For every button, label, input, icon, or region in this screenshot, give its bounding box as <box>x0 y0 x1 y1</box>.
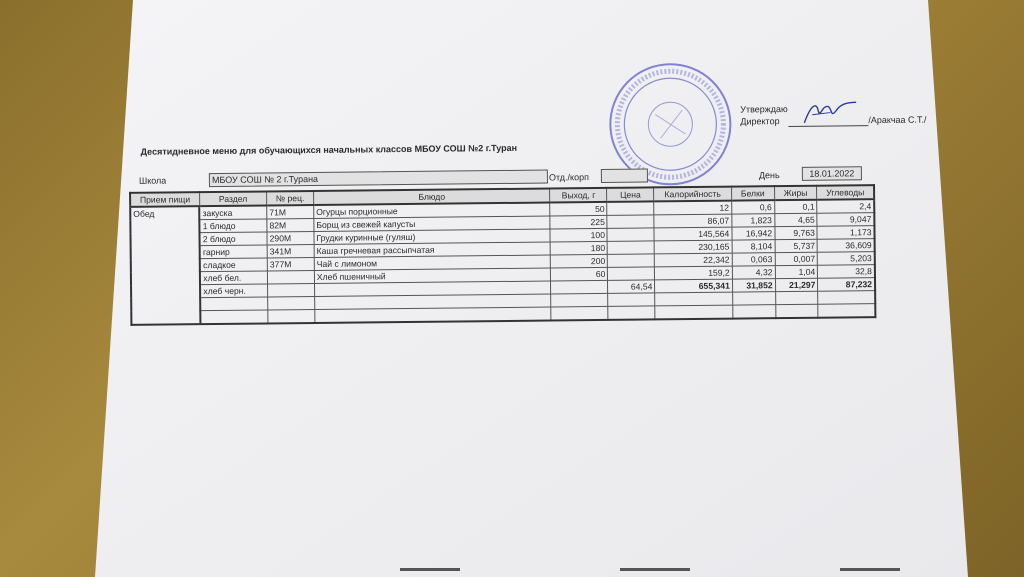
kcal-cell: 159,2 <box>655 266 733 280</box>
carbs-cell: 32,8 <box>818 265 875 279</box>
menu-table <box>129 184 876 326</box>
director-name: /Аракчаа С.Т./ <box>868 114 927 126</box>
protein-cell: 8,104 <box>732 240 775 253</box>
section-cell: хлеб бел. <box>200 271 267 285</box>
total-protein: 31,852 <box>732 279 775 292</box>
price-cell <box>607 228 654 241</box>
recipe-cell <box>268 283 315 296</box>
approval-position: Директор <box>740 116 780 127</box>
total-carbs: 87,232 <box>818 278 875 292</box>
protein-cell: 1,823 <box>732 214 775 227</box>
recipe-cell: 82М <box>267 218 314 231</box>
carbs-cell: 1,173 <box>817 226 874 240</box>
kcal-cell: 145,564 <box>654 227 732 241</box>
day-value: 18.01.2022 <box>802 166 862 181</box>
fat-cell: 0,1 <box>774 200 817 214</box>
output-cell: 60 <box>551 267 608 281</box>
section-cell: гарнир <box>200 245 267 259</box>
output-cell: 50 <box>550 202 607 216</box>
output-cell: 225 <box>550 215 607 229</box>
carbs-cell: 9,047 <box>817 213 874 227</box>
dept-label: Отд./корп <box>548 172 589 183</box>
output-cell: 200 <box>551 254 608 268</box>
carbs-cell: 36,609 <box>817 239 874 253</box>
fat-cell: 9,763 <box>775 226 818 239</box>
fat-cell: 5,737 <box>775 239 818 252</box>
recipe-cell: 290М <box>267 231 314 244</box>
signature <box>800 96 860 129</box>
approval-title: Утверждаю <box>740 104 788 115</box>
recipe-cell: 377М <box>267 257 314 270</box>
col-fat: Жиры <box>774 186 817 200</box>
dish-cell: Борщ из свежей капусты <box>314 216 551 231</box>
output-cell <box>551 280 608 294</box>
protein-cell: 16,942 <box>732 227 775 240</box>
recipe-cell: 341М <box>267 244 314 257</box>
col-section: Раздел <box>199 191 266 206</box>
protein-cell: 4,32 <box>732 266 775 279</box>
dish-cell: Грудки куринные (гуляш) <box>314 229 551 244</box>
col-recipe: № рец. <box>267 191 314 205</box>
footer-line <box>400 568 460 571</box>
carbs-cell: 2,4 <box>817 199 874 213</box>
price-cell <box>608 254 655 267</box>
school-value: МБОУ СОШ № 2 г.Турана <box>209 170 548 188</box>
col-output: Выход, г <box>550 188 607 203</box>
section-cell: закуска <box>199 205 266 219</box>
fat-cell: 1,04 <box>775 265 818 278</box>
price-cell <box>607 215 654 228</box>
protein-cell: 0,6 <box>731 200 774 214</box>
section-cell: сладкое <box>200 258 267 272</box>
col-price: Цена <box>607 187 654 201</box>
school-label: Школа <box>138 175 167 186</box>
section-cell: 2 блюдо <box>200 232 267 246</box>
col-carbs: Углеводы <box>817 185 874 200</box>
fat-cell: 4,65 <box>774 213 817 226</box>
fat-cell: 0,007 <box>775 252 818 265</box>
footer-line <box>840 568 900 571</box>
col-meal: Прием пищи <box>130 192 199 207</box>
section-cell: 1 блюдо <box>200 219 267 233</box>
dish-cell: Хлеб пшеничный <box>314 268 551 283</box>
col-kcal: Калорийность <box>654 187 732 202</box>
dept-value <box>601 168 648 182</box>
meal-cell: Обед <box>130 206 201 325</box>
total-kcal: 655,341 <box>655 279 733 293</box>
dish-cell: Чай с лимоном <box>314 255 551 270</box>
total-fat: 21,297 <box>775 278 818 291</box>
total-price: 64,54 <box>608 280 655 293</box>
kcal-cell: 22,342 <box>655 253 733 267</box>
dish-cell: Каша гречневая рассыпчатая <box>314 242 551 257</box>
recipe-cell <box>267 270 314 283</box>
price-cell <box>607 201 654 215</box>
carbs-cell: 5,203 <box>818 252 875 266</box>
dish-cell: Огурцы порционные <box>314 203 551 219</box>
kcal-cell: 86,07 <box>654 214 732 228</box>
price-cell <box>608 267 655 280</box>
price-cell <box>608 241 655 254</box>
output-cell: 100 <box>550 228 607 242</box>
protein-cell: 0,063 <box>732 253 775 266</box>
day-label: День <box>758 170 780 181</box>
output-cell: 180 <box>550 241 607 255</box>
footer-line <box>620 568 690 571</box>
col-dish: Блюдо <box>313 189 550 205</box>
col-protein: Белки <box>731 186 774 200</box>
page-title: Десятидневное меню для обучающихся начальных классов МБОУ СОШ №2 г.Туран <box>140 142 518 157</box>
kcal-cell: 230,165 <box>654 240 732 254</box>
section-cell: хлеб черн. <box>200 284 267 298</box>
recipe-cell: 71М <box>267 205 314 219</box>
kcal-cell: 12 <box>654 201 732 215</box>
